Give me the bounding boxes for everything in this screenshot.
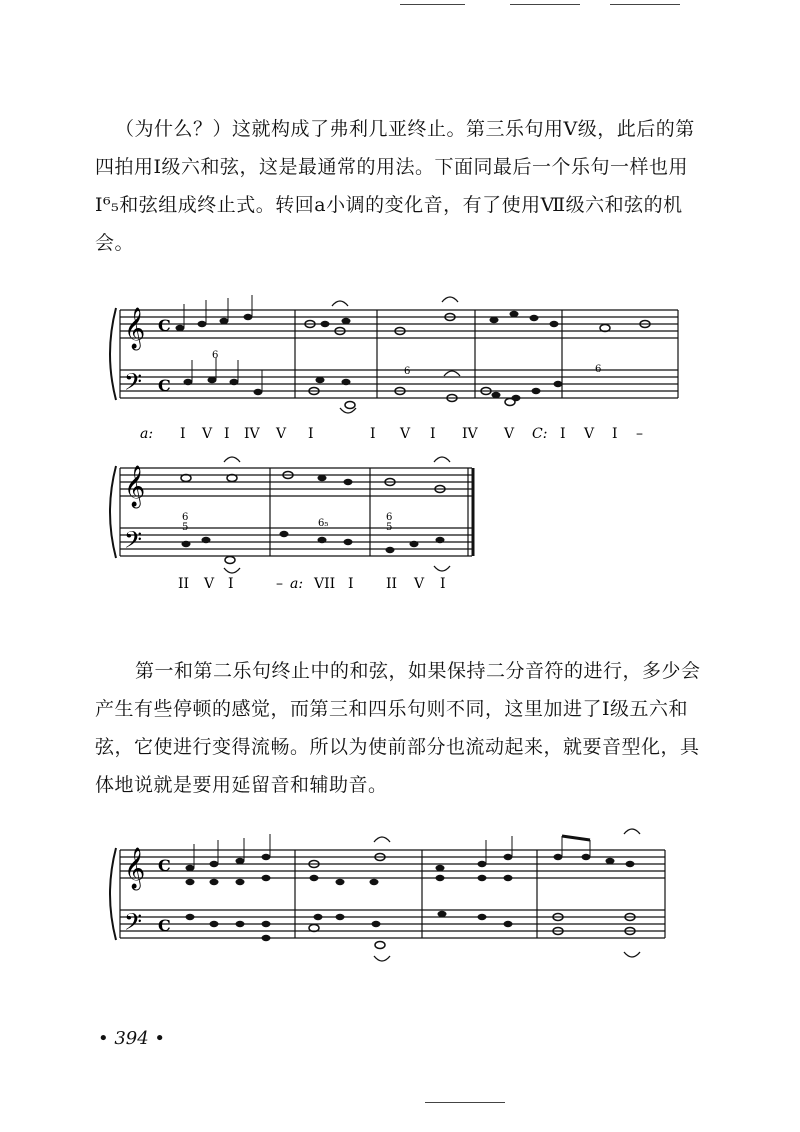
svg-text:6: 6 [404, 366, 411, 377]
svg-text:C: C [158, 316, 171, 335]
svg-text:6₅: 6₅ [318, 518, 329, 529]
svg-text:II: II [178, 576, 190, 592]
svg-text:𝄢: 𝄢 [124, 908, 143, 941]
svg-text:6: 6 [212, 350, 219, 361]
svg-text:I: I [612, 426, 618, 442]
scan-mark [425, 1102, 505, 1103]
score-system-3 [100, 820, 680, 980]
scan-mark [510, 4, 580, 5]
svg-text:𝄞: 𝄞 [124, 466, 146, 507]
svg-text:I: I [348, 576, 354, 592]
paragraph-2: 第一和第二乐句终止中的和弦，如果保持二分音符的进行，多少会产生有些停顿的感觉，而第三和四乐句则不同，这里加进了Ⅰ级五六和弦，它使进行变得流畅。所以为使前部分也流动起来，就要音型化，具体地说就是要用延留音和辅助音。 [95, 660, 701, 796]
scan-mark [610, 4, 680, 5]
svg-text:6: 6 [182, 512, 189, 523]
svg-text:I: I [370, 426, 376, 442]
svg-text:V: V [276, 426, 287, 442]
score-system-1 [100, 290, 690, 450]
svg-text:I: I [224, 426, 230, 442]
svg-text:V: V [400, 426, 411, 442]
score-system-2 [100, 448, 500, 598]
svg-text:IV: IV [244, 426, 260, 442]
svg-text:C: C [158, 856, 171, 875]
svg-text:I: I [180, 426, 186, 442]
svg-text:–: – [276, 576, 283, 592]
svg-text:5: 5 [386, 522, 393, 533]
svg-text:C: C [158, 376, 171, 395]
svg-text:V: V [414, 576, 425, 592]
svg-text:IV: IV [462, 426, 478, 442]
svg-text:V: V [204, 576, 215, 592]
svg-text:𝄞: 𝄞 [124, 308, 146, 349]
scan-mark [400, 4, 465, 5]
svg-text:–: – [636, 426, 643, 442]
svg-text:a:: a: [140, 426, 154, 442]
svg-text:V: V [202, 426, 213, 442]
svg-text:V: V [504, 426, 515, 442]
svg-text:6: 6 [386, 512, 393, 523]
paragraph-1: （为什么？）这就构成了弗利几亚终止。第三乐句用Ⅴ级，此后的第四拍用Ⅰ级六和弦，这是最通常的用法。下面同最后一个乐句一样也用Ⅰ⁶₅和弦组成终止式。转回a小调的变化音，有了使用Ⅶ级六和弦的机会。 [95, 118, 695, 254]
svg-text:𝄢: 𝄢 [124, 368, 143, 401]
svg-text:I: I [228, 576, 234, 592]
svg-text:I: I [560, 426, 566, 442]
svg-text:C: C [158, 916, 171, 935]
svg-text:a:: a: [290, 576, 304, 592]
svg-text:5: 5 [182, 522, 189, 533]
svg-text:V: V [584, 426, 595, 442]
svg-text:II: II [386, 576, 398, 592]
svg-text:6: 6 [595, 364, 602, 375]
svg-text:I: I [430, 426, 436, 442]
svg-text:I: I [308, 426, 314, 442]
svg-text:I: I [440, 576, 446, 592]
svg-text:C:: C: [532, 426, 548, 442]
svg-text:VII: VII [314, 576, 336, 592]
page-number: • 394 • [98, 1028, 166, 1049]
svg-text:𝄢: 𝄢 [124, 526, 143, 559]
svg-text:𝄞: 𝄞 [124, 848, 146, 889]
